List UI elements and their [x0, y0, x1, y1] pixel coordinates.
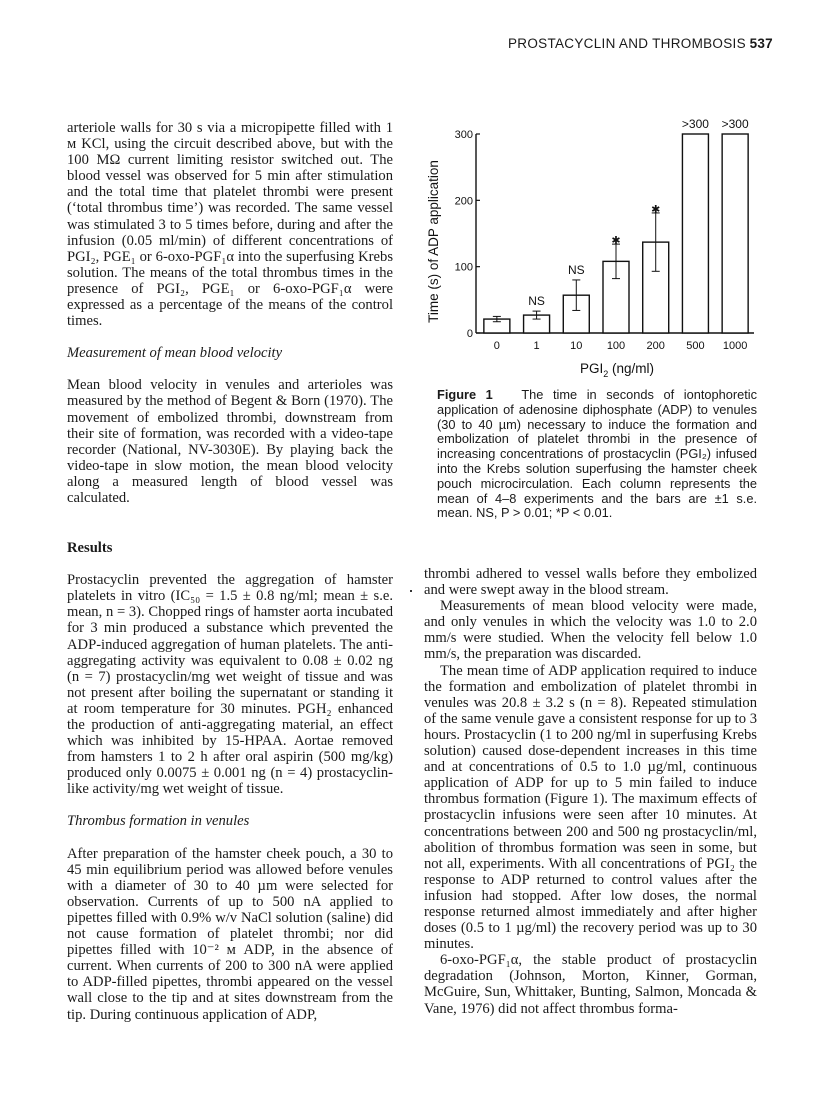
paragraph: Prostacyclin prevented the aggregation of hamster platelets in vitro (IC₅₀ = 1.5 ± 0.8 ng/ml; mean ± s.e. mean, n = 3). Chopped rings of hamster aorta incubated for 3 min produced a substance which prevented the ADP-induced aggregation of human platelets. The anti-aggregating activity was equivalent to 0.08 ± 0.02 ng (n = 7) prostacyclin/mg wet weight of tissue and was not present after boiling the supernatant or standing it at room temperature for 30 minutes. PGH₂ enhanced the production of anti-aggregating material, an effect which was inhibited by 15-HPAA. Aortae removed from hamsters 1 to 2 h after oral aspirin (500 mg/kg) produced only 0.0075 ± 0.001 ng (n = 4) prostacyclin-like activity/mg wet weight of tissue.: [67, 572, 393, 798]
y-tick-label: 200: [454, 195, 473, 208]
x-tick-label: 1: [533, 340, 540, 352]
left-column: [67, 120, 393, 1023]
paragraph: 6-oxo-PGF₁α, the stable product of prostacyclin degradation (Johnson, Morton, Kinner, Gorman, McGuire, Sun, Whittaker, Bunting, Salmon, Moncada & Vane, 1976) did not affect thrombus forma-: [424, 952, 757, 1017]
paragraph: Measurements of mean blood velocity were made, and only venules in which the velocity was 1.0 to 2.0 mm/s were studied. When the velocity fell below 1.0 mm/s, the preparation was discarded.: [424, 598, 757, 663]
caption-text: The time in seconds of iontophoretic application of adenosine diphosphate (ADP) to venules (30 to 40 µm) necessary to induce the formation and embolization of platelet thrombi in the presence of increasing concentrations of prostacyclin (PGI₂) infused into the Krebs solution superfusing the hamster cheek pouch microcirculation. Each column represents the mean of 4–8 experiments and the bars are ±1 s.e. mean. NS, P > 0.01; *P < 0.01.: [437, 387, 758, 521]
x-tick-label: 1000: [722, 340, 748, 352]
x-axis-label: $PGI_2$ (ng/ml): [579, 361, 655, 379]
x-tick-label: 500: [686, 340, 705, 352]
y-tick-label: 100: [454, 261, 473, 274]
bar-500: [682, 134, 708, 333]
x-tick-label: 10: [570, 340, 583, 352]
section-heading-results: Results: [67, 540, 113, 557]
right-column: [424, 566, 757, 1017]
figure-1-chart: [420, 80, 780, 380]
y-tick-label: 0: [466, 328, 473, 340]
significance-star: ✱: [651, 203, 661, 216]
x-tick-label: 0: [493, 340, 500, 352]
figure-caption: [437, 388, 757, 521]
y-axis-label: Time (s) of ADP application: [426, 160, 441, 323]
x-tick-label: 100: [606, 340, 626, 352]
section-heading-thrombus: Thrombus formation in venules: [67, 813, 250, 830]
section-heading-velocity: Measurement of mean blood velocity: [67, 345, 283, 362]
paragraph: thrombi adhered to vessel walls before they embolized and were swept away in the blood stream.: [424, 566, 757, 599]
paragraph: arteriole walls for 30 s via a micropipette filled with 1 м KCl, using the circuit described above, but with the 100 MΩ current limiting resistor switched out. The blood vessel was observed for 5 min after stimulation and the total time that platelet thrombi were present (‘total thrombus time’) was recorded. The same vessel was stimulated 3 to 5 times before, during and after the infusion (0.05 ml/min) of different concentrations of PGI₂, PGE₁ or 6-oxo-PGF₁α into the superfusing Krebs solution. The means of the total thrombus times in the presence of PGI₂, PGE₁ or 6-oxo-PGF₁α were expressed as a percentage of the means of the control times.: [67, 120, 393, 330]
bar-annotation: >300: [721, 117, 749, 131]
bar-1000: [722, 134, 748, 333]
paragraph: The mean time of ADP application required to induce the formation and embolization of platelet thrombi in venules was 20.8 ± 3.2 s (n = 8). Repeated stimulation of the same venule gave a consistent response for up to 3 hours. Prostacyclin (1 to 200 ng/ml in superfusing Krebs solution) caused dose-dependent increases in this time and at concentrations of 0.5 to 1.0 µg/ml, continuous application of ADP for up to 5 min failed to induce thrombus formation (Figure 1). The maximum effects of prostacyclin infusions were seen after 10 minutes. At concentrations between 200 and 500 ng prostacyclin/ml, abolition of thrombus formation was seen in some, but not all, experiments. With all concentrations of PGI₂ the response to ADP returned to control values after the infusion had stopped. After low doses, the normal response returned almost immediately and after higher doses (0.5 to 1 µg/ml) the recovery period was up to 30 minutes.: [424, 662, 757, 953]
significance-star: ✱: [611, 235, 621, 248]
paragraph: Mean blood velocity in venules and arterioles was measured by the method of Begent & Born (1970). The movement of embolized thrombi, downstream from their site of formation, was recorded with a video-tape recorder (National, NV-3030E). By playing back the video-tape in slow motion, the mean blood velocity along a measured length of blood vessel was calculated.: [67, 377, 393, 506]
bar-annotation: NS: [567, 262, 585, 277]
running-title: PROSTACYCLIN AND THROMBOSIS: [508, 36, 746, 51]
bar-annotation: NS: [528, 294, 545, 309]
y-tick-label: 300: [454, 129, 473, 141]
bar-annotation: >300: [681, 117, 709, 131]
figure-label: Figure 1: [437, 387, 493, 402]
page-number: 537: [749, 36, 773, 51]
bar-chart: [420, 80, 780, 380]
print-speck: [410, 590, 412, 592]
x-tick-label: 200: [646, 340, 665, 352]
paragraph: After preparation of the hamster cheek pouch, a 30 to 45 min equilibrium period was allowed before venules with a diameter of 30 to 40 µm were selected for observation. Currents of up to 500 nA applied to pipettes filled with 0.9% w/v NaCl solution (saline) did not cause formation of platelet thrombi; nor did pipettes filled with 10⁻² м ADP, in the absence of current. When currents of 200 to 300 nA were applied to ADP-filled pipettes, thrombi appeared on the vessel wall close to the tip and at sites downstream from the tip. During continuous application of ADP,: [67, 845, 393, 1023]
